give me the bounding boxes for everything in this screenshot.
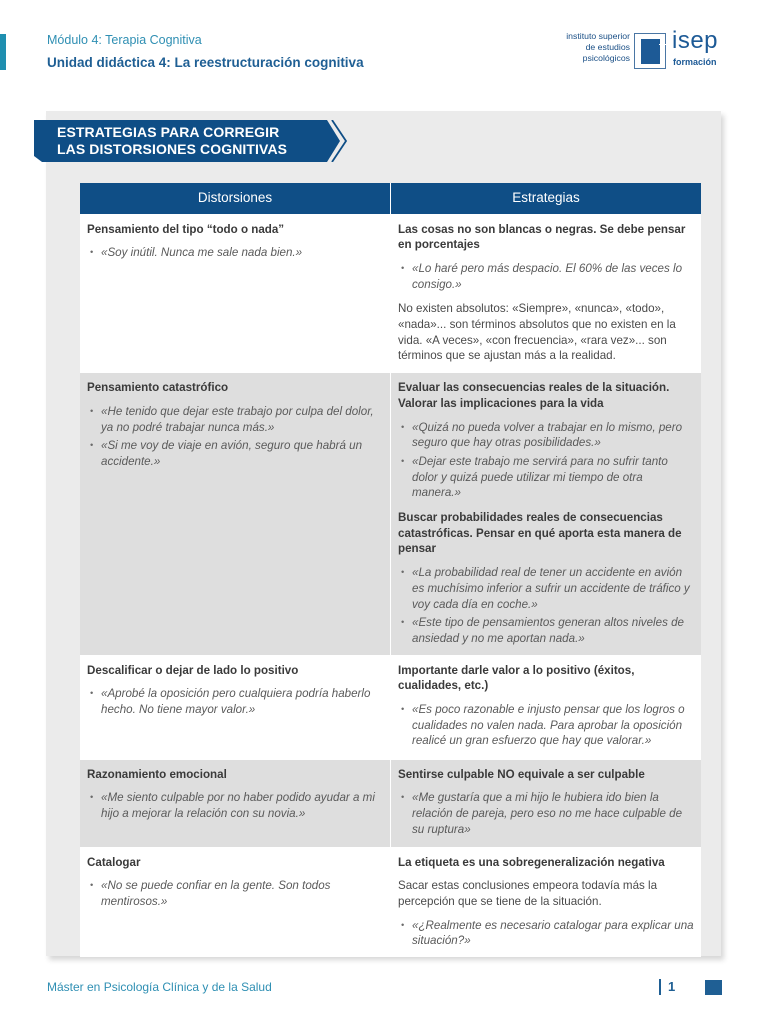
strategy-cell <box>391 847 702 957</box>
page-divider <box>659 979 661 995</box>
strategy-example: • «Este tipo de pensamientos generan altos niveles de ansiedad y no me aportan nada.» <box>398 615 694 646</box>
distortion-example: • «Aprobé la oposición pero cualquiera podría haberlo hecho. No tiene mayor valor.» <box>87 686 383 717</box>
page-number: 1 <box>668 979 676 994</box>
strategy-text: No existen absolutos: «Siempre», «nunca», «todo», «nada»... son términos absolutos que no existen en la vida. «A veces», «con frecuencia», «rara vez»... son términos que se ajustan más a la realidad. <box>398 302 676 363</box>
strategy-example: • «Dejar este trabajo me servirá para no sufrir tanto dolor y quizá puede utilizar mi tiempo de otra manera.» <box>398 454 694 501</box>
column-header-strategies: Estrategias <box>391 183 702 214</box>
strategy-cell <box>391 373 702 656</box>
isep-logo <box>556 27 726 73</box>
column-header-distortions: Distorsiones <box>80 183 391 214</box>
distortion-title: Catalogar <box>87 855 141 869</box>
strategy-title: Buscar probabilidades reales de consecuencias catastróficas. Pensar en qué aporta esta manera de pensar <box>398 511 682 556</box>
distortions-table <box>80 183 701 957</box>
strategy-cell <box>391 759 702 847</box>
strategy-example: • «Quizá no pueda volver a trabajar en lo mismo, pero seguro que hay otras posibilidades.» <box>398 420 694 451</box>
distortion-example: • «Me siento culpable por no haber podido ayudar a mi hijo a mejorar la relación con su novia.» <box>87 790 383 821</box>
strategy-example: • «Lo haré pero más despacio. El 60% de las veces lo consigo.» <box>398 261 694 292</box>
strategy-title: Las cosas no son blancas o negras. Se debe pensar en porcentajes <box>398 222 686 252</box>
distortion-example: • «Soy inútil. Nunca me sale nada bien.» <box>87 245 383 261</box>
distortion-example: • «He tenido que dejar este trabajo por culpa del dolor, ya no podré trabajar nunca más.» <box>87 404 383 435</box>
strategy-example: • «¿Realmente es necesario catalogar para explicar una situación?» <box>398 918 694 949</box>
logo-name: isep <box>672 27 719 54</box>
logo-subtitle: formación <box>673 57 717 67</box>
distortion-title: Pensamiento catastrófico <box>87 381 229 395</box>
footer-program: Máster en Psicología Clínica y de la Salud <box>47 980 272 994</box>
distortion-example: • «No se puede confiar en la gente. Son todos mentirosos.» <box>87 878 383 909</box>
distortion-cell <box>80 655 391 759</box>
distortion-cell <box>80 759 391 847</box>
strategy-title: Evaluar las consecuencias reales de la situación. Valorar las implicaciones para la vida <box>398 381 670 410</box>
section-banner <box>34 120 354 162</box>
strategy-example: • «La probabilidad real de tener un accidente en avión es muchísimo inferior a sufrir un accidente de tráfico y voy cada día en coche.» <box>398 565 694 612</box>
module-title: Módulo 4: Terapia Cognitiva <box>47 33 202 47</box>
strategy-title: Importante darle valor a lo positivo (éxitos, cualidades, etc.) <box>398 663 635 693</box>
distortion-title: Razonamiento emocional <box>87 767 227 781</box>
table-row <box>80 373 701 656</box>
table-row <box>80 214 701 373</box>
strategy-text: Sacar estas conclusiones empeora todavía más la percepción que se tiene de la situación. <box>398 879 658 909</box>
distortion-cell <box>80 373 391 656</box>
strategy-example: • «Es poco razonable e injusto pensar que los logros o cualidades no valen nada. Para aprobar la oposición realicé un gran esfuerzo que hay que valorar.» <box>398 702 694 749</box>
strategy-cell <box>391 214 702 373</box>
table-row <box>80 759 701 847</box>
logo-mark-icon <box>634 33 666 69</box>
strategy-title: La etiqueta es una sobregeneralización negativa <box>398 855 665 869</box>
table-row <box>80 847 701 957</box>
unit-title: Unidad didáctica 4: La reestructuración cognitiva <box>47 55 364 70</box>
distortion-cell <box>80 214 391 373</box>
distortion-title: Pensamiento del tipo “todo o nada” <box>87 222 285 236</box>
distortion-example: • «Si me voy de viaje en avión, seguro que habrá un accidente.» <box>87 438 383 469</box>
left-accent-bar <box>0 34 6 70</box>
distortion-title: Descalificar o dejar de lado lo positivo <box>87 663 299 677</box>
table-row <box>80 655 701 759</box>
footer-square-icon <box>705 980 722 995</box>
distortion-cell <box>80 847 391 957</box>
strategy-cell <box>391 655 702 759</box>
strategy-example: • «Me gustaría que a mi hijo le hubiera ido bien la relación de pareja, pero eso no me hace culpable de su ruptura» <box>398 790 694 837</box>
logo-institute-text: instituto superior de estudios psicológicos <box>566 31 630 63</box>
strategy-title: Sentirse culpable NO equivale a ser culpable <box>398 767 645 781</box>
banner-title: ESTRATEGIAS PARA CORREGIR LAS DISTORSIONES COGNITIVAS <box>57 124 288 157</box>
